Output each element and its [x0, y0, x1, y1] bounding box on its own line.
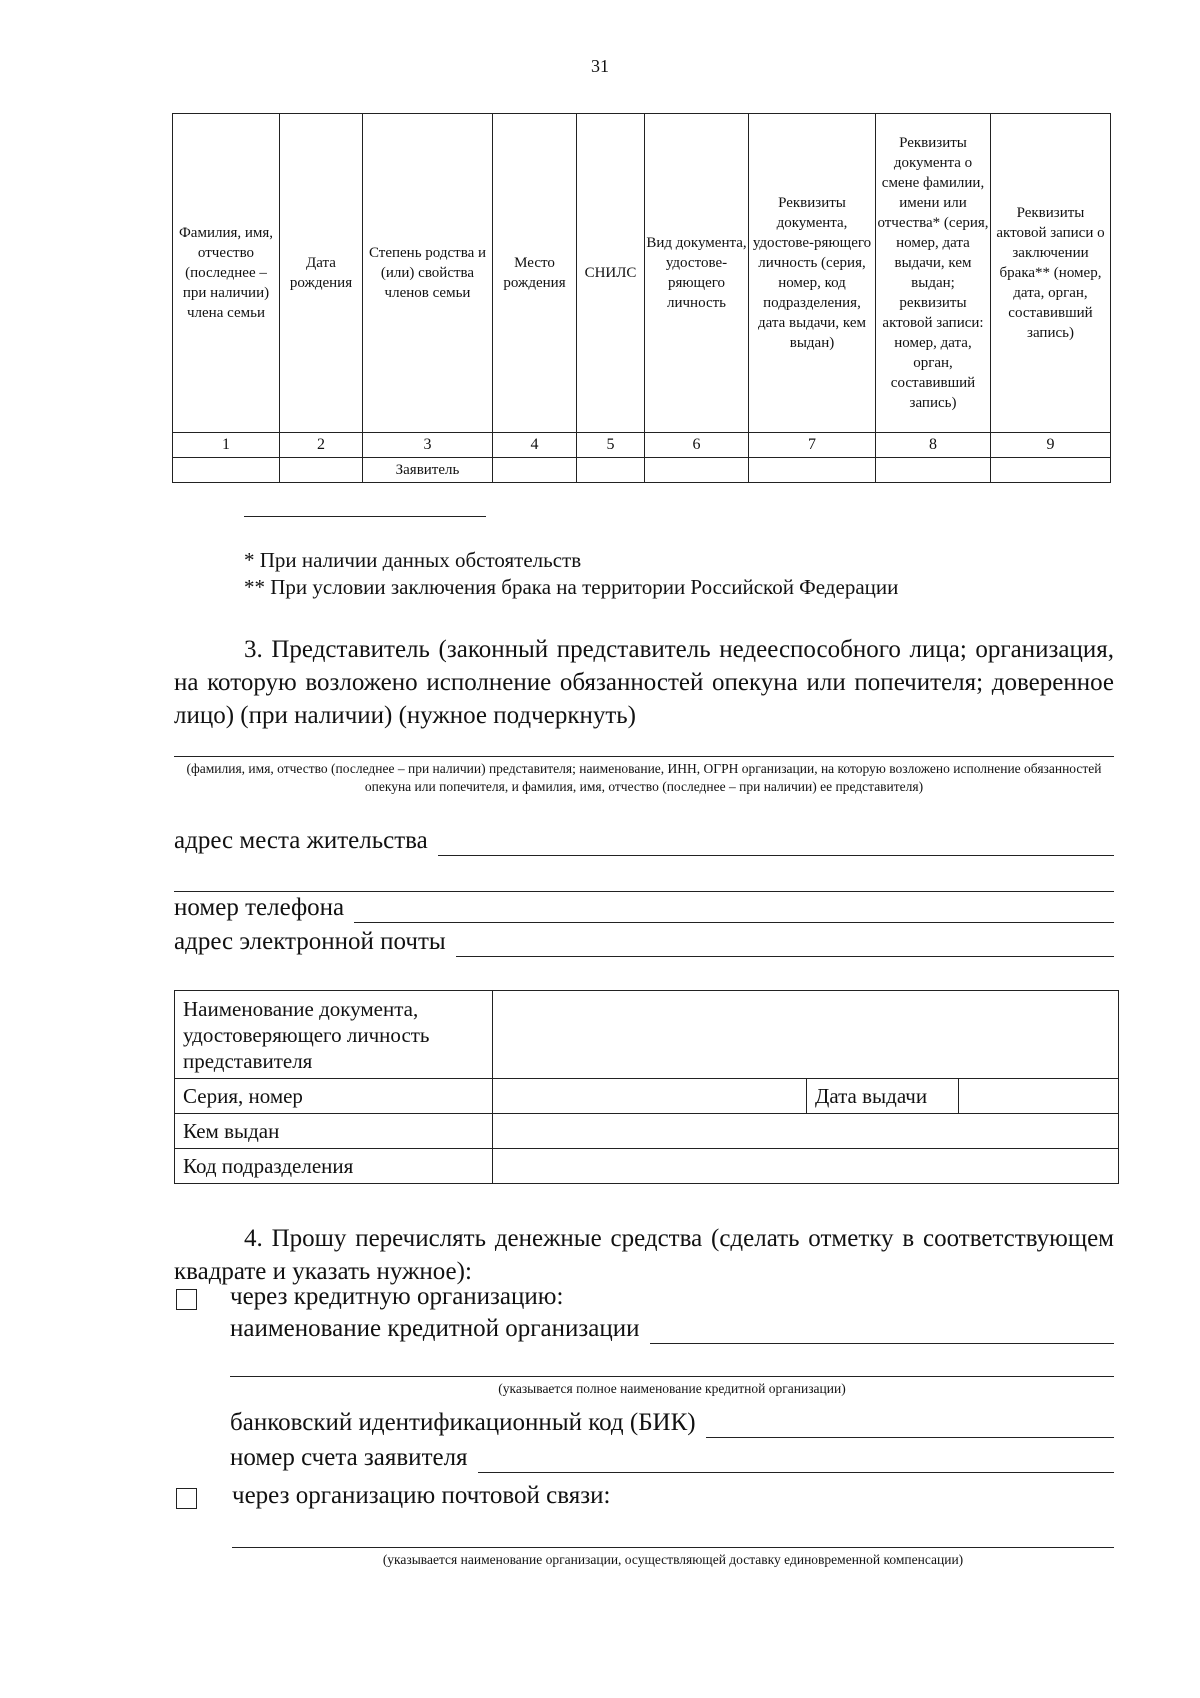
table-cell[interactable]: [991, 458, 1111, 483]
bank-name-continuation-line[interactable]: [230, 1376, 1114, 1377]
bank-name-label: наименование кредитной организации: [230, 1315, 640, 1342]
series-label: Серия, номер: [175, 1079, 493, 1114]
header-cell: Реквизиты документа, удостове-ряющего личность (серия, номер, код подразделения, дата выдачи, кем выдан): [749, 114, 876, 433]
footnote-separator: [244, 516, 486, 517]
representative-document-table: [174, 990, 1119, 1184]
post-caption: (указывается наименование организации, осуществляющей доставку единовременной компенсации): [382, 1552, 964, 1567]
bik-field: [230, 1408, 1114, 1438]
email-input-line[interactable]: [456, 934, 1114, 957]
account-field: [230, 1443, 1114, 1473]
table-row: [175, 991, 1119, 1079]
header-cell: Реквизиты документа о смене фамилии, имени или отчества* (серия, номер, дата выдачи, кем выдан; реквизиты актовой записи: номер, дата, орган, составивший запись): [876, 114, 991, 433]
table-row: [173, 458, 1111, 483]
table-cell[interactable]: [280, 458, 363, 483]
doc-name-value[interactable]: [493, 991, 1119, 1079]
family-members-table: [172, 113, 1111, 483]
table-header-row: [173, 114, 1111, 433]
column-number: 6: [645, 433, 749, 458]
bank-name-input-line[interactable]: [650, 1321, 1115, 1344]
section4-text: 4. Прошу перечислять денежные средства (сделать отметку в соответствующем квадрате и указать нужное):: [174, 1225, 1114, 1285]
account-input-line[interactable]: [478, 1450, 1114, 1473]
post-org-line[interactable]: [232, 1547, 1114, 1548]
phone-input-line[interactable]: [354, 900, 1114, 923]
table-cell[interactable]: [749, 458, 876, 483]
column-number: 5: [577, 433, 645, 458]
table-row: [175, 1149, 1119, 1184]
table-cell: Заявитель: [363, 458, 493, 483]
bank-caption: (указывается полное наименование кредитной организации): [498, 1381, 846, 1396]
header-cell: Вид документа, удостове-ряющего личность: [645, 114, 749, 433]
bik-label: банковский идентификационный код (БИК): [230, 1409, 696, 1436]
header-cell: СНИЛС: [577, 114, 645, 433]
email-field: [174, 927, 1114, 957]
column-number: 2: [280, 433, 363, 458]
bank-name-field: [230, 1314, 1114, 1344]
table-cell[interactable]: [876, 458, 991, 483]
phone-label: номер телефона: [174, 894, 345, 921]
issued-by-value[interactable]: [493, 1114, 1119, 1149]
header-cell: Место рождения: [493, 114, 577, 433]
issued-by-label: Кем выдан: [175, 1114, 493, 1149]
table-row: [175, 1079, 1119, 1114]
address-field: [174, 826, 1114, 856]
header-cell: Степень родства и (или) свойства членов семьи: [363, 114, 493, 433]
table-cell[interactable]: [645, 458, 749, 483]
phone-field: [174, 893, 1114, 923]
representative-name-line[interactable]: [174, 756, 1114, 757]
column-number: 3: [363, 433, 493, 458]
column-number: 7: [749, 433, 876, 458]
doc-name-label: Наименование документа, удостоверяющего личность представителя: [175, 991, 493, 1079]
bank-checkbox[interactable]: [176, 1289, 197, 1310]
email-label: адрес электронной почты: [174, 928, 446, 955]
column-number: 4: [493, 433, 577, 458]
series-value[interactable]: [493, 1079, 807, 1114]
column-number: 8: [876, 433, 991, 458]
address-input-line[interactable]: [438, 833, 1114, 856]
dept-code-value[interactable]: [493, 1149, 1119, 1184]
footnote-2: ** При условии заключения брака на территории Российской Федерации: [244, 575, 899, 599]
bik-input-line[interactable]: [706, 1415, 1114, 1438]
header-cell: Фамилия, имя, отчество (последнее – при наличии) члена семьи: [173, 114, 280, 433]
header-cell: Дата рождения: [280, 114, 363, 433]
address-continuation-line[interactable]: [174, 891, 1114, 892]
column-number: 9: [991, 433, 1111, 458]
table-cell[interactable]: [493, 458, 577, 483]
section3-text: 3. Представитель (законный представитель недееспособного лица; организация, на которую возложено исполнение обязанностей опекуна или попечителя; доверенное лицо) (при наличии) (нужное подчеркнуть): [174, 636, 1114, 729]
issue-date-value[interactable]: [959, 1079, 1119, 1114]
bank-option-label: через кредитную организацию:: [230, 1283, 564, 1310]
dept-code-label: Код подразделения: [175, 1149, 493, 1184]
post-option-label: через организацию почтовой связи:: [232, 1482, 611, 1509]
header-cell: Реквизиты актовой записи о заключении брака** (номер, дата, орган, составивший запись): [991, 114, 1111, 433]
account-label: номер счета заявителя: [230, 1444, 468, 1471]
table-cell[interactable]: [577, 458, 645, 483]
column-number: 1: [173, 433, 280, 458]
page-number: 31: [591, 56, 609, 76]
column-number-row: [173, 433, 1111, 458]
table-row: [175, 1114, 1119, 1149]
representative-caption: (фамилия, имя, отчество (последнее – при наличии) представителя; наименование, ИНН, ОГРН организации, на которую возложено исполнение обязанностей опекуна или попечителя, и фамилия, имя, отчество (последнее – при наличии) ее представителя): [186, 761, 1102, 794]
issue-date-label: Дата выдачи: [807, 1079, 959, 1114]
footnote-1: * При наличии данных обстоятельств: [244, 548, 582, 572]
post-checkbox[interactable]: [176, 1488, 197, 1509]
address-label: адрес места жительства: [174, 827, 428, 854]
table-cell[interactable]: [173, 458, 280, 483]
